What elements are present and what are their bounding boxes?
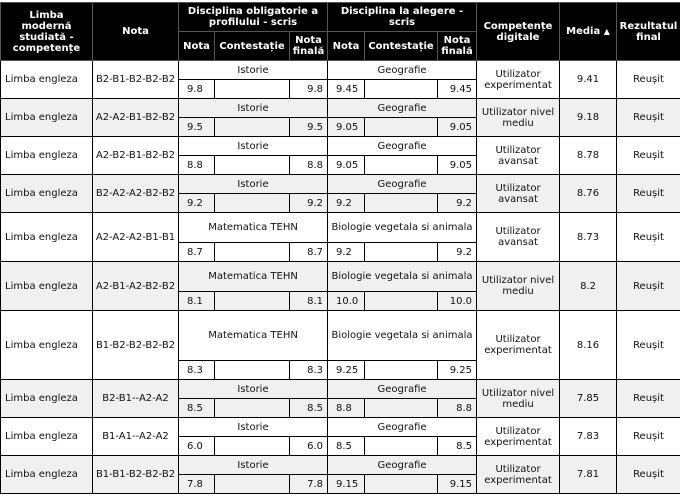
sub-header-ale-nota[interactable]: Nota: [328, 32, 365, 61]
obl-subject-cell: Istorie: [179, 418, 328, 437]
ale-subject-cell: Geografie: [328, 137, 477, 156]
ale-contestatie-cell: [365, 80, 438, 99]
ale-nota-cell: 10.0: [328, 292, 365, 311]
ale-contestatie-cell: [365, 475, 438, 494]
media-cell: 8.78: [560, 137, 617, 175]
table-row: [1, 99, 680, 118]
obl-subject-cell: Istorie: [179, 61, 328, 80]
nota-cell: B2-A2-A2-B2-B2: [93, 175, 179, 213]
digital-cell: Utilizator experimentat: [477, 418, 560, 456]
sub-header-obl-nota[interactable]: Nota: [179, 32, 215, 61]
obl-nota-finala-cell: 6.0: [290, 437, 328, 456]
table-row: [1, 380, 680, 399]
obl-contestatie-cell: [215, 437, 290, 456]
obl-nota-finala-cell: 9.8: [290, 80, 328, 99]
result-cell: Reușit: [617, 262, 680, 311]
digital-cell: Utilizator experimentat: [477, 456, 560, 494]
media-label: Media: [566, 26, 601, 37]
ale-contestatie-cell: [365, 292, 438, 311]
obl-subject-cell: Istorie: [179, 137, 328, 156]
nota-cell: A2-A2-A2-B1-B1: [93, 213, 179, 262]
media-cell: 7.81: [560, 456, 617, 494]
media-cell: 9.41: [560, 61, 617, 99]
ale-nota-cell: 8.5: [328, 437, 365, 456]
language-cell: Limba engleza: [1, 137, 93, 175]
ale-subject-cell: Geografie: [328, 456, 477, 475]
result-cell: Reușit: [617, 311, 680, 380]
nota-cell: A2-A2-B1-B2-B2: [93, 99, 179, 137]
sub-header-obl-contestatie[interactable]: Contestație: [215, 32, 290, 61]
ale-nota-cell: 8.8: [328, 399, 365, 418]
obl-subject-cell: Matematica TEHN: [179, 311, 328, 361]
obl-nota-cell: 7.8: [179, 475, 215, 494]
table-row: [1, 262, 680, 292]
obl-contestatie-cell: [215, 156, 290, 175]
digital-cell: Utilizator nivel mediu: [477, 99, 560, 137]
nota-cell: A2-B1-A2-B2-B2: [93, 262, 179, 311]
table-row: [1, 311, 680, 361]
language-cell: Limba engleza: [1, 418, 93, 456]
sub-header-ale-contestatie[interactable]: Contestație: [365, 32, 438, 61]
obl-subject-cell: Istorie: [179, 175, 328, 194]
obl-nota-finala-cell: 8.7: [290, 243, 328, 262]
digital-cell: Utilizator nivel mediu: [477, 380, 560, 418]
obl-nota-cell: 8.5: [179, 399, 215, 418]
ale-subject-cell: Geografie: [328, 175, 477, 194]
media-cell: 7.85: [560, 380, 617, 418]
language-cell: Limba engleza: [1, 175, 93, 213]
ale-contestatie-cell: [365, 243, 438, 262]
digital-cell: Utilizator nivel mediu: [477, 262, 560, 311]
result-cell: Reușit: [617, 418, 680, 456]
ale-nota-finala-cell: 9.45: [438, 80, 477, 99]
ale-nota-finala-cell: 9.25: [438, 361, 477, 380]
col-header-nota[interactable]: Nota: [93, 3, 179, 61]
ale-contestatie-cell: [365, 361, 438, 380]
media-cell: 7.83: [560, 418, 617, 456]
ale-nota-finala-cell: 9.05: [438, 118, 477, 137]
language-cell: Limba engleza: [1, 311, 93, 380]
nota-cell: B1-B2-B2-B2-B2: [93, 311, 179, 380]
obl-nota-cell: 9.2: [179, 194, 215, 213]
sort-asc-icon: ▲: [603, 27, 610, 36]
table-row: [1, 137, 680, 156]
nota-cell: A2-B2-B1-B2-B2: [93, 137, 179, 175]
ale-subject-cell: Biologie vegetala si animala: [328, 262, 477, 292]
result-cell: Reușit: [617, 456, 680, 494]
media-cell: 8.73: [560, 213, 617, 262]
ale-subject-cell: Geografie: [328, 380, 477, 399]
obl-contestatie-cell: [215, 292, 290, 311]
results-table: [0, 2, 680, 494]
result-cell: Reușit: [617, 380, 680, 418]
obl-nota-finala-cell: 8.1: [290, 292, 328, 311]
obl-nota-finala-cell: 8.3: [290, 361, 328, 380]
ale-contestatie-cell: [365, 399, 438, 418]
obl-subject-cell: Matematica TEHN: [179, 213, 328, 243]
obl-contestatie-cell: [215, 243, 290, 262]
obl-nota-cell: 8.8: [179, 156, 215, 175]
ale-nota-cell: 9.05: [328, 118, 365, 137]
ale-nota-finala-cell: 9.05: [438, 156, 477, 175]
obl-contestatie-cell: [215, 361, 290, 380]
obl-subject-cell: Istorie: [179, 380, 328, 399]
col-header-alegere[interactable]: Disciplina la alegere - scris: [328, 3, 477, 32]
ale-subject-cell: Biologie vegetala si animala: [328, 213, 477, 243]
result-cell: Reușit: [617, 213, 680, 262]
ale-nota-finala-cell: 8.8: [438, 399, 477, 418]
ale-nota-finala-cell: 9.15: [438, 475, 477, 494]
nota-cell: B2-B1-B2-B2-B2: [93, 61, 179, 99]
language-cell: Limba engleza: [1, 213, 93, 262]
media-cell: 9.18: [560, 99, 617, 137]
obl-nota-cell: 9.8: [179, 80, 215, 99]
ale-contestatie-cell: [365, 194, 438, 213]
ale-nota-cell: 9.2: [328, 194, 365, 213]
language-cell: Limba engleza: [1, 99, 93, 137]
obl-subject-cell: Matematica TEHN: [179, 262, 328, 292]
digital-cell: Utilizator avansat: [477, 175, 560, 213]
digital-cell: Utilizator avansat: [477, 213, 560, 262]
ale-nota-finala-cell: 9.2: [438, 194, 477, 213]
obl-contestatie-cell: [215, 475, 290, 494]
ale-nota-finala-cell: 8.5: [438, 437, 477, 456]
ale-nota-cell: 9.45: [328, 80, 365, 99]
ale-nota-cell: 9.2: [328, 243, 365, 262]
sub-header-ale-nota-finala[interactable]: Nota finală: [438, 32, 477, 61]
table-row: [1, 61, 680, 80]
obl-contestatie-cell: [215, 194, 290, 213]
obl-nota-finala-cell: 8.5: [290, 399, 328, 418]
nota-cell: B1-A1--A2-A2: [93, 418, 179, 456]
media-cell: 8.16: [560, 311, 617, 380]
ale-nota-finala-cell: 9.2: [438, 243, 477, 262]
obl-subject-cell: Istorie: [179, 456, 328, 475]
language-cell: Limba engleza: [1, 61, 93, 99]
obl-nota-cell: 6.0: [179, 437, 215, 456]
nota-cell: B2-B1--A2-A2: [93, 380, 179, 418]
result-cell: Reușit: [617, 61, 680, 99]
digital-cell: Utilizator experimentat: [477, 311, 560, 380]
result-cell: Reușit: [617, 175, 680, 213]
obl-nota-finala-cell: 9.2: [290, 194, 328, 213]
digital-cell: Utilizator experimentat: [477, 61, 560, 99]
obl-nota-finala-cell: 8.8: [290, 156, 328, 175]
ale-subject-cell: Geografie: [328, 61, 477, 80]
obl-contestatie-cell: [215, 399, 290, 418]
language-cell: Limba engleza: [1, 262, 93, 311]
obl-subject-cell: Istorie: [179, 99, 328, 118]
ale-nota-cell: 9.25: [328, 361, 365, 380]
obl-contestatie-cell: [215, 80, 290, 99]
ale-nota-finala-cell: 10.0: [438, 292, 477, 311]
nota-cell: B1-B1-B2-B2-B2: [93, 456, 179, 494]
sub-header-obl-nota-finala[interactable]: Nota finală: [290, 32, 328, 61]
col-header-digitale[interactable]: Competențe digitale: [477, 3, 560, 61]
table-row: [1, 456, 680, 475]
media-cell: 8.76: [560, 175, 617, 213]
obl-nota-cell: 8.3: [179, 361, 215, 380]
ale-subject-cell: Biologie vegetala si animala: [328, 311, 477, 361]
obl-contestatie-cell: [215, 118, 290, 137]
media-cell: 8.2: [560, 262, 617, 311]
ale-subject-cell: Geografie: [328, 418, 477, 437]
digital-cell: Utilizator avansat: [477, 137, 560, 175]
col-header-obligatorie[interactable]: Disciplina obligatorie a profilului - scris: [179, 3, 328, 32]
language-cell: Limba engleza: [1, 456, 93, 494]
ale-subject-cell: Geografie: [328, 99, 477, 118]
table-row: [1, 418, 680, 437]
obl-nota-finala-cell: 9.5: [290, 118, 328, 137]
obl-nota-finala-cell: 7.8: [290, 475, 328, 494]
col-header-rezultat[interactable]: Rezultatul final: [617, 3, 680, 61]
ale-contestatie-cell: [365, 437, 438, 456]
result-cell: Reușit: [617, 99, 680, 137]
ale-nota-cell: 9.15: [328, 475, 365, 494]
ale-contestatie-cell: [365, 118, 438, 137]
table-row: [1, 213, 680, 243]
obl-nota-cell: 9.5: [179, 118, 215, 137]
obl-nota-cell: 8.7: [179, 243, 215, 262]
language-cell: Limba engleza: [1, 380, 93, 418]
result-cell: Reușit: [617, 137, 680, 175]
obl-nota-cell: 8.1: [179, 292, 215, 311]
ale-nota-cell: 9.05: [328, 156, 365, 175]
col-header-media[interactable]: [560, 3, 617, 61]
col-header-language[interactable]: Limba modernă studiată - competențe: [1, 3, 93, 61]
table-row: [1, 175, 680, 194]
ale-contestatie-cell: [365, 156, 438, 175]
